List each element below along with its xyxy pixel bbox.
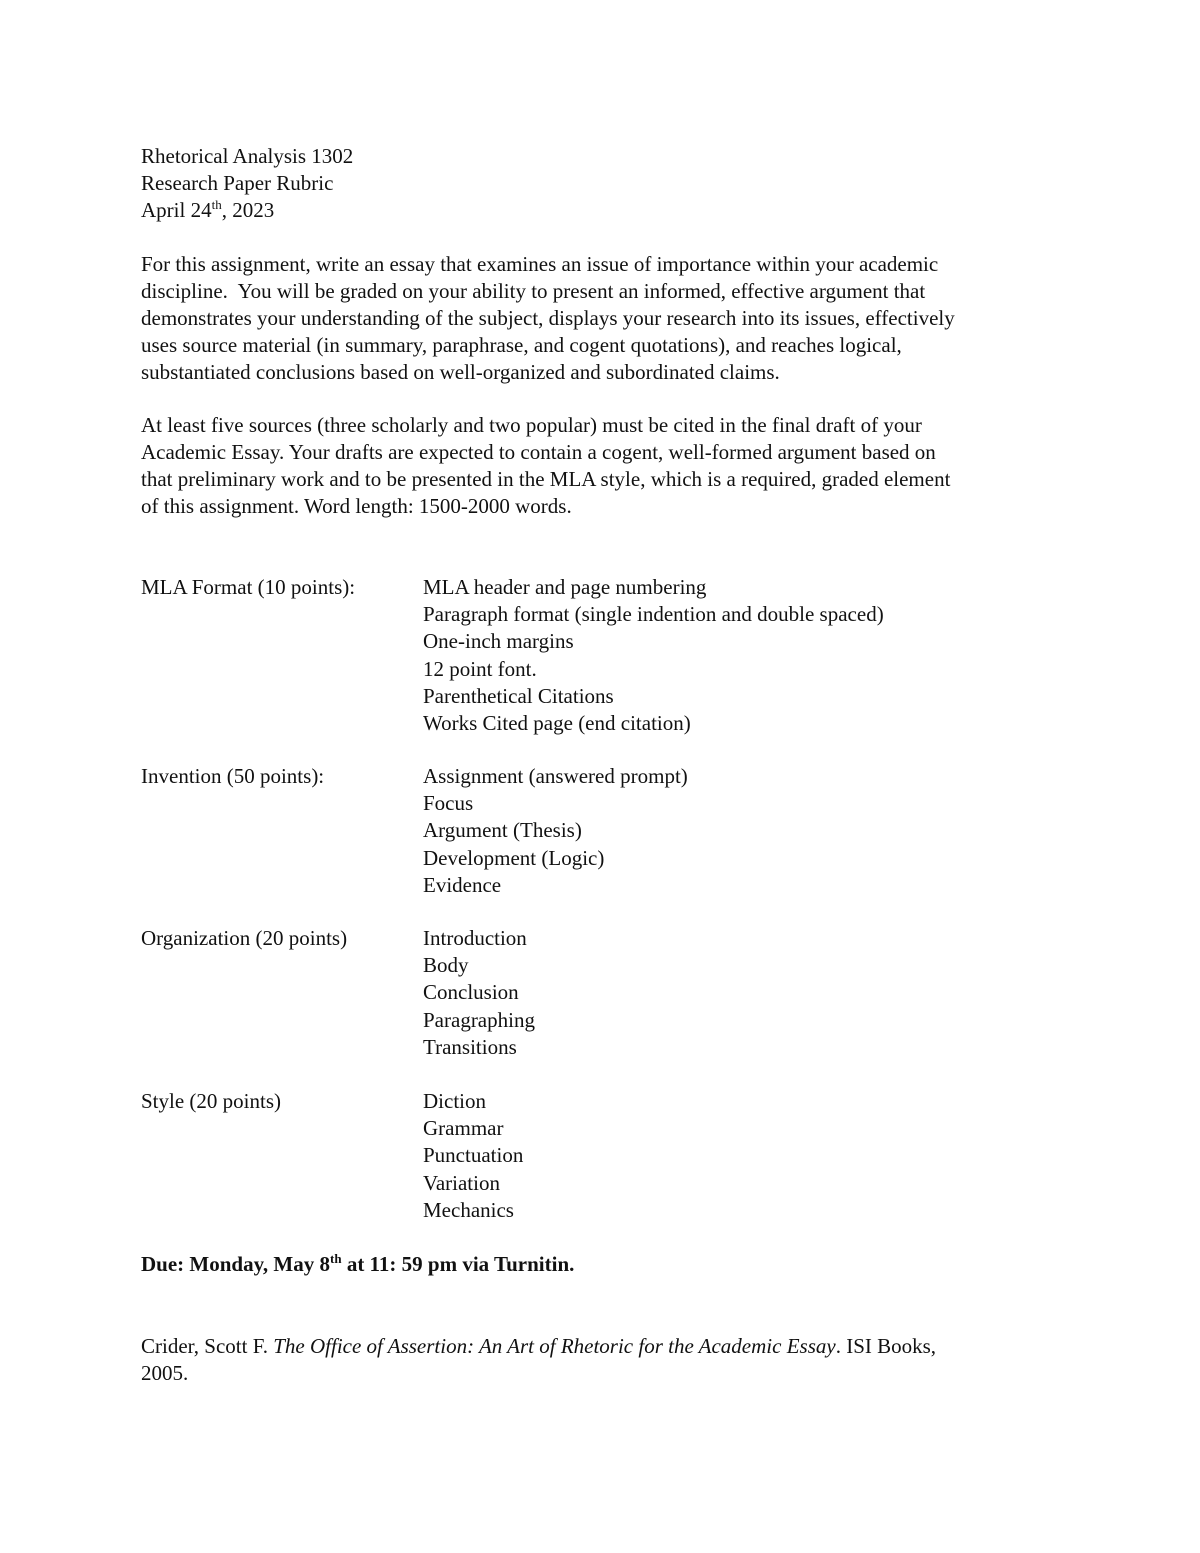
intro-paragraph: [141, 251, 1071, 386]
rubric-item: Paragraphing: [423, 1007, 535, 1032]
rubric-items: [423, 574, 884, 737]
intro-line: demonstrates your understanding of the subject, displays your research into its issues, effectively: [141, 306, 955, 330]
rubric-category-label: Style (20 points): [141, 1089, 281, 1113]
rubric-items: [423, 1088, 523, 1224]
rubric-item: Transitions: [423, 1034, 517, 1059]
rubric-item: Paragraph format (single indention and double spaced): [423, 602, 884, 627]
rubric-item: One-inch margins: [423, 629, 574, 654]
sources-line: At least five sources (three scholarly and two popular) must be cited in the final draft of your: [141, 413, 922, 437]
rubric-item: Works Cited page (end citation): [423, 710, 691, 735]
sources-line: of this assignment. Word length: 1500-2000 words.: [141, 494, 572, 518]
works-cited-entry: [141, 1333, 1071, 1387]
rubric-item: 12 point font.: [423, 656, 537, 681]
rubric-category-label: MLA Format (10 points):: [141, 575, 356, 599]
rubric-item: Grammar: [423, 1116, 504, 1141]
rubric-items: [423, 763, 688, 899]
document-header: [141, 143, 1071, 224]
due-date: [141, 1251, 574, 1278]
sources-line: Academic Essay. Your drafts are expected to contain a cogent, well-formed argument based on: [141, 440, 936, 464]
rubric-item: Development (Logic): [423, 845, 605, 870]
intro-line: substantiated conclusions based on well-organized and subordinated claims.: [141, 360, 780, 384]
rubric-item: Evidence: [423, 872, 502, 897]
citation-author: Crider, Scott F.: [141, 1334, 274, 1358]
due-time: at 11: 59 pm via Turnitin.: [341, 1252, 575, 1276]
document-date: [141, 197, 1071, 224]
rubric-item: Punctuation: [423, 1143, 524, 1168]
sources-line: that preliminary work and to be presented in the MLA style, which is a required, graded element: [141, 467, 951, 491]
due-superscript: th: [330, 1251, 342, 1266]
citation-publisher: . ISI Books,: [835, 1334, 937, 1358]
intro-line: For this assignment, write an essay that examines an issue of importance within your academic: [141, 252, 939, 276]
intro-line: discipline. You will be graded on your ability to present an informed, effective argument that: [141, 279, 926, 303]
date-year: , 2023: [221, 198, 275, 222]
sources-paragraph: [141, 412, 1071, 520]
rubric-item: Diction: [423, 1089, 486, 1113]
rubric-item: Parenthetical Citations: [423, 683, 614, 708]
course-name: Rhetorical Analysis 1302: [141, 144, 354, 168]
rubric-category-label: Organization (20 points): [141, 926, 348, 950]
rubric-item: Mechanics: [423, 1197, 514, 1222]
rubric-item: Body: [423, 953, 469, 978]
rubric-category-label: Invention (50 points):: [141, 764, 325, 788]
date-superscript: th: [211, 197, 222, 212]
due-main: Due: Monday, May 8: [141, 1252, 330, 1276]
citation-title: The Office of Assertion: An Art of Rhetoric for the Academic Essay: [273, 1334, 836, 1358]
rubric-items: [423, 925, 535, 1061]
rubric-item: Variation: [423, 1170, 500, 1195]
rubric-item: Conclusion: [423, 980, 519, 1005]
document-title: Research Paper Rubric: [141, 171, 334, 195]
rubric-item: MLA header and page numbering: [423, 575, 707, 599]
citation-line: [141, 1333, 1071, 1360]
rubric-item: Introduction: [423, 926, 527, 950]
rubric-item: Argument (Thesis): [423, 818, 582, 843]
rubric-item: Focus: [423, 791, 474, 816]
citation-year: 2005.: [141, 1361, 189, 1385]
date-main: April 24: [141, 198, 212, 222]
rubric-item: Assignment (answered prompt): [423, 764, 688, 788]
intro-line: uses source material (in summary, paraphrase, and cogent quotations), and reaches logical,: [141, 333, 902, 357]
